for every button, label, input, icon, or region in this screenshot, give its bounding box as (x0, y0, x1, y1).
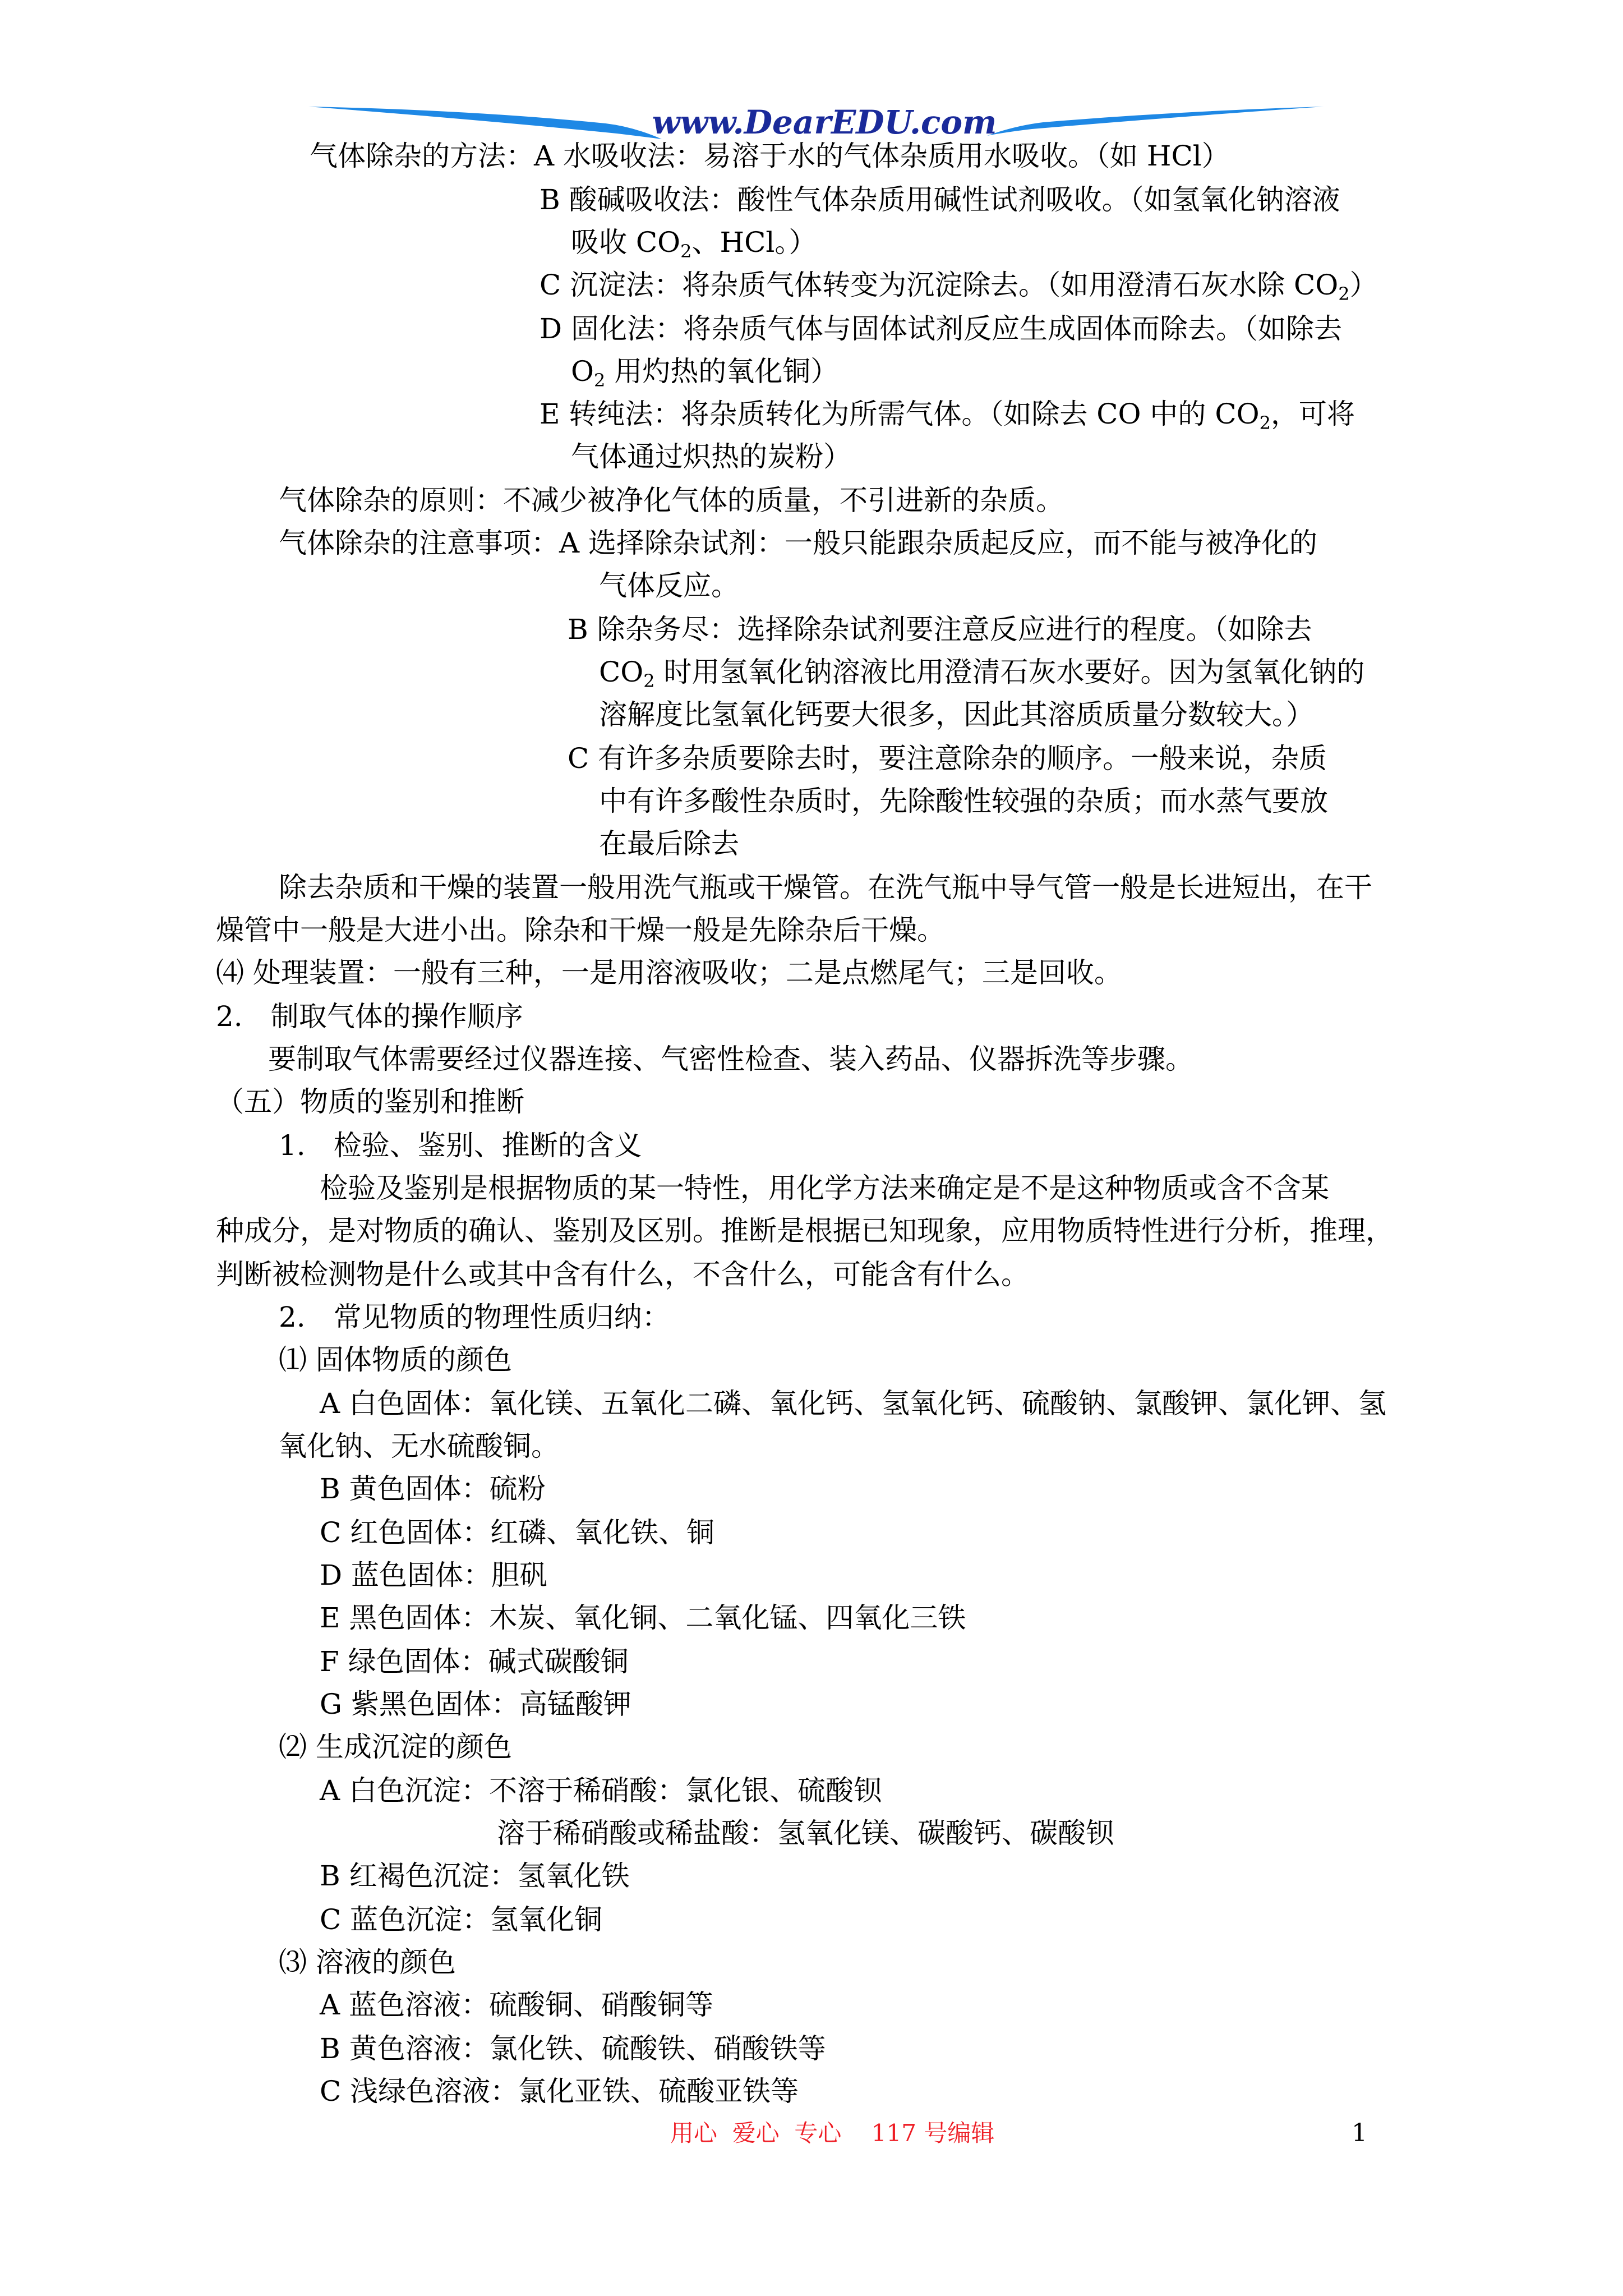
text-line: B 除杂务尽：选择除杂试剂要注意反应进行的程度。（如除去 (568, 613, 1312, 646)
text-line: B 黄色固体：硫粉 (320, 1473, 546, 1505)
text-line: 溶解度比氢氧化钙要大很多，因此其溶质质量分数较大。） (599, 698, 1314, 731)
text-line: 中有许多酸性杂质时，先除酸性较强的杂质；而水蒸气要放 (599, 785, 1328, 817)
text-line: B 酸碱吸收法：酸性气体杂质用碱性试剂吸收。（如氢氧化钠溶液 (540, 183, 1340, 216)
text-line: C 蓝色沉淀：氢氧化铜 (320, 1903, 603, 1936)
text-line: 气体除杂的原则：不减少被净化气体的质量，不引进新的杂质。 (279, 484, 1064, 517)
text-line: C 沉淀法：将杂质气体转变为沉淀除去。（如用澄清石灰水除 $CO_2$） (540, 269, 1378, 305)
text-line: $CO_2$ 时用氢氧化钠溶液比用澄清石灰水要好。因为氢氧化钠的 (599, 656, 1365, 692)
text-line: B 红褐色沉淀：氢氧化铁 (320, 1860, 630, 1892)
text-line: 2. 制取气体的操作顺序 (216, 1000, 523, 1033)
site-url: www.DearEDU.com (652, 103, 997, 141)
text-line: C 红色固体：红磷、氧化铁、铜 (320, 1516, 715, 1549)
text-line: 种成分，是对物质的确认、鉴别及区别。推断是根据已知现象，应用物质特性进行分析，推理， (216, 1214, 1394, 1247)
text-line: 在最后除去 (599, 827, 739, 860)
text-line: ⑶ 溶液的颜色 (279, 1946, 456, 1978)
text-line: 检验及鉴别是根据物质的某一特性，用化学方法来确定是不是这种物质或含不含某 (320, 1172, 1329, 1204)
text-line: D 固化法：将杂质气体与固体试剂反应生成固体而除去。（如除去 (540, 312, 1342, 345)
text-line: E 黑色固体：木炭、氧化铜、二氧化锰、四氧化三铁 (320, 1602, 966, 1634)
text-line: 溶于稀硝酸或稀盐酸：氢氧化镁、碳酸钙、碳酸钡 (497, 1817, 1114, 1849)
text-line: 燥管中一般是大进小出。除杂和干燥一般是先除杂后干燥。 (216, 914, 945, 946)
footer-credit: 用心 爱心 专心 117 号编辑 (670, 2119, 995, 2147)
text-line: 气体除杂的注意事项：A 选择除杂试剂：一般只能跟杂质起反应，而不能与被净化的 (279, 527, 1318, 559)
text-line: 除去杂质和干燥的装置一般用洗气瓶或干燥管。在洗气瓶中导气管一般是长进短出，在干 (279, 871, 1372, 904)
text-line: 判断被检测物是什么或其中含有什么，不含什么，可能含有什么。 (216, 1258, 1029, 1291)
text-line: $O_2$ 用灼热的氧化铜） (571, 355, 839, 391)
logo-swoosh-right (987, 107, 1324, 136)
logo-swoosh-left (308, 107, 662, 139)
text-line: 气体通过炽热的炭粉） (571, 440, 851, 473)
text-line: D 蓝色固体：胆矾 (320, 1559, 547, 1591)
text-line: G 紫黑色固体：高锰酸钾 (320, 1688, 631, 1720)
text-line: ⑷ 处理装置：一般有三种，一是用溶液吸收；二是点燃尾气；三是回收。 (216, 956, 1122, 989)
text-line: 吸收 $CO_2$、HCl。） (571, 226, 817, 262)
text-line: C 浅绿色溶液：氯化亚铁、硫酸亚铁等 (320, 2075, 799, 2108)
text-line: A 白色固体：氧化镁、五氧化二磷、氧化钙、氢氧化钙、硫酸钠、氯酸钾、氯化钾、氢 (320, 1387, 1387, 1420)
text-line: F 绿色固体：碱式碳酸铜 (320, 1645, 629, 1678)
text-line: ⑴ 固体物质的颜色 (279, 1343, 512, 1376)
text-line: 2. 常见物质的物理性质归纳： (279, 1301, 670, 1333)
text-line: A 白色沉淀：不溶于稀硝酸：氯化银、硫酸钡 (320, 1774, 882, 1807)
text-line: （五）物质的鉴别和推断 (216, 1085, 524, 1118)
text-line: 要制取气体需要经过仪器连接、气密性检查、装入药品、仪器拆洗等步骤。 (268, 1043, 1193, 1075)
text-line: 气体除杂的方法：A 水吸收法：易溶于水的气体杂质用水吸收。（如 HCl） (310, 140, 1230, 172)
text-line: E 转纯法：将杂质转化为所需气体。（如除去 CO 中的 $CO_2$，可将 (540, 398, 1355, 434)
text-line: 1. 检验、鉴别、推断的含义 (279, 1129, 642, 1162)
text-line: C 有许多杂质要除去时，要注意除杂的顺序。一般来说，杂质 (568, 742, 1327, 775)
text-line: ⑵ 生成沉淀的颜色 (279, 1731, 512, 1763)
text-line: A 蓝色溶液：硫酸铜、硝酸铜等 (320, 1989, 714, 2021)
page-number: 1 (1352, 2119, 1367, 2147)
text-line: 氧化钠、无水硫酸铜。 (279, 1430, 559, 1462)
text-line: 气体反应。 (599, 569, 739, 602)
text-line: B 黄色溶液：氯化铁、硫酸铁、硝酸铁等 (320, 2032, 826, 2065)
